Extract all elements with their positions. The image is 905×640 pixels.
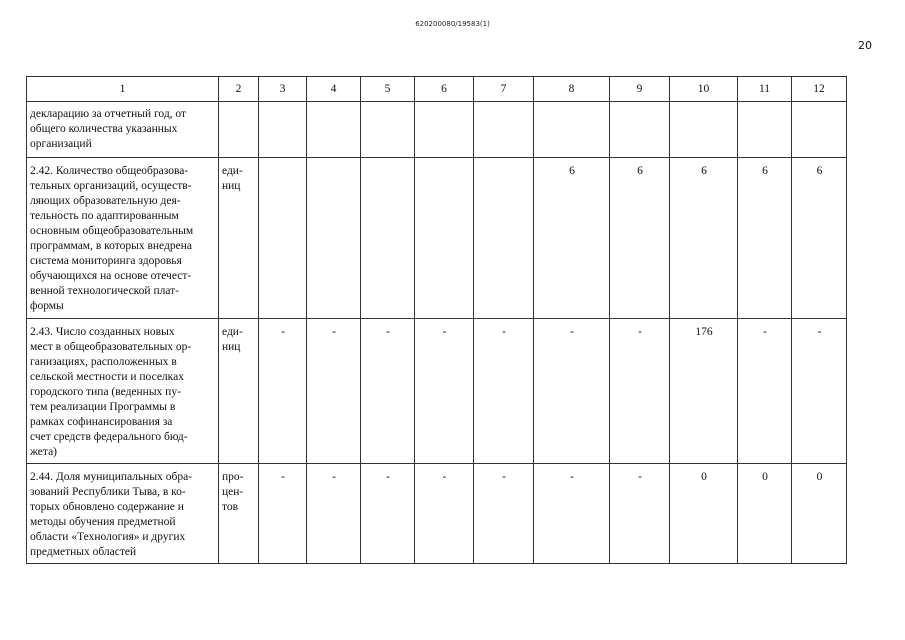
value-cell: - <box>534 319 610 464</box>
table-row <box>27 102 847 158</box>
table-body <box>27 77 847 564</box>
column-header: 6 <box>415 77 474 102</box>
indicators-table <box>26 76 847 564</box>
indicator-description: 2.44. Доля муниципальных обра- зований Республики Тыва, в ко- торых обновлено содержание и методы обучения предметной области «Технология» и других предметных областей <box>27 464 219 564</box>
value-cell <box>474 102 534 158</box>
value-cell: 6 <box>670 158 738 319</box>
value-cell: - <box>259 464 307 564</box>
value-cell: - <box>361 319 415 464</box>
table-header-row <box>27 77 847 102</box>
value-cell: - <box>474 464 534 564</box>
value-cell <box>534 102 610 158</box>
value-cell <box>670 102 738 158</box>
column-header: 3 <box>259 77 307 102</box>
value-cell: - <box>307 464 361 564</box>
indicator-description: 2.43. Число созданных новых мест в общеобразовательных ор- ганизациях, расположенных в сельской местности и поселках городского типа (веденных пу- тем реализации Программы в рамках софинансирования за счет средств федерального бюд- жета) <box>27 319 219 464</box>
column-header: 4 <box>307 77 361 102</box>
value-cell: 0 <box>738 464 792 564</box>
value-cell: - <box>259 319 307 464</box>
value-cell: - <box>415 319 474 464</box>
table-row <box>27 319 847 464</box>
value-cell: - <box>307 319 361 464</box>
column-header: 10 <box>670 77 738 102</box>
value-cell: - <box>610 464 670 564</box>
value-cell: - <box>474 319 534 464</box>
unit-cell: еди- ниц <box>219 319 259 464</box>
value-cell <box>307 158 361 319</box>
column-header: 8 <box>534 77 610 102</box>
unit-cell: про- цен- тов <box>219 464 259 564</box>
value-cell: - <box>415 464 474 564</box>
unit-cell: еди- ниц <box>219 158 259 319</box>
value-cell <box>610 102 670 158</box>
value-cell: 0 <box>670 464 738 564</box>
value-cell <box>474 158 534 319</box>
page-number: 20 <box>858 39 872 52</box>
value-cell: - <box>610 319 670 464</box>
value-cell: 6 <box>738 158 792 319</box>
value-cell <box>259 158 307 319</box>
table-row <box>27 158 847 319</box>
column-header: 9 <box>610 77 670 102</box>
value-cell <box>259 102 307 158</box>
value-cell <box>738 102 792 158</box>
column-header: 2 <box>219 77 259 102</box>
value-cell: 0 <box>792 464 847 564</box>
value-cell: 6 <box>792 158 847 319</box>
value-cell: - <box>361 464 415 564</box>
column-header: 1 <box>27 77 219 102</box>
value-cell: - <box>738 319 792 464</box>
value-cell <box>307 102 361 158</box>
column-header: 7 <box>474 77 534 102</box>
table-row <box>27 464 847 564</box>
value-cell <box>415 158 474 319</box>
value-cell: 6 <box>534 158 610 319</box>
value-cell <box>361 158 415 319</box>
column-header: 12 <box>792 77 847 102</box>
value-cell <box>792 102 847 158</box>
value-cell: 176 <box>670 319 738 464</box>
value-cell: 6 <box>610 158 670 319</box>
unit-cell <box>219 102 259 158</box>
value-cell: - <box>792 319 847 464</box>
column-header: 11 <box>738 77 792 102</box>
document-code: 620200080/19583(1) <box>415 20 490 28</box>
indicator-description: декларацию за отчетный год, от общего количества указанных организаций <box>27 102 219 158</box>
value-cell: - <box>534 464 610 564</box>
value-cell <box>361 102 415 158</box>
column-header: 5 <box>361 77 415 102</box>
value-cell <box>415 102 474 158</box>
indicator-description: 2.42. Количество общеобразова- тельных организаций, осуществ- ляющих образовательную дея- тельность по адаптированным основным общеобразовательным программам, в которых внедрена система мониторинга здоровья обучающихся на основе отечест- венной технологической плат- формы <box>27 158 219 319</box>
